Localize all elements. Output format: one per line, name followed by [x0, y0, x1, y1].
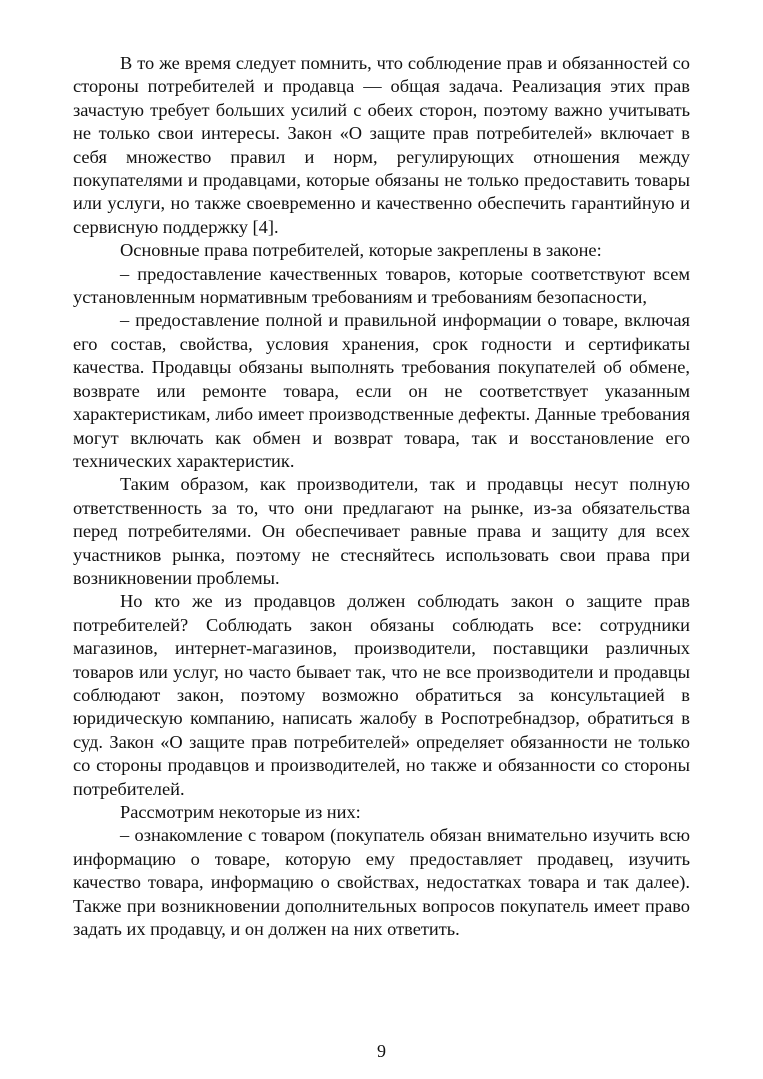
list-item-quality-goods: – предоставление качественных товаров, которые соответствуют всем установленным нормативным требованиям и требованиям безопасности, [73, 263, 690, 308]
page-number: 9 [377, 1041, 386, 1061]
paragraph-rights-obligations: В то же время следует помнить, что соблюдение прав и обязанностей со стороны потребителей и продавца — общая задача. Реализация этих прав зачастую требует больших усилий с обеих сторон, поэтому важно учитывать не только свои интересы. Закон «О защите прав потребителей» включает в себя множество правил и норм, регулирующих отношения между покупателями и продавцами, которые обязаны не только предоставить товары или услуги, но также своевременно и качественно обеспечить гарантийную и сервисную поддержку [4]. [73, 53, 690, 237]
list-item-full-information: – предоставление полной и правильной информации о товаре, включая его состав, свойства, условия хранения, срок годности и сертификаты качества. Продавцы обязаны выполнять требования покупателей об обмене, возврате или ремонте товара, если он не соответствует указанным характеристикам, либо имеет производственные дефекты. Данные требования могут включать как обмен и возврат товара, так и восстановление его технических характеристик. [73, 310, 690, 471]
paragraph-basic-rights-intro: Основные права потребителей, которые закреплены в законе: [120, 240, 602, 261]
list-item-product-familiarization: – ознакомление с товаром (покупатель обязан внимательно изучить всю информацию о товаре, которую ему предоставляет продавец, изучить качество товара, информацию о свойствах, недостатках товара и так далее). Также при возникновении дополнительных вопросов покупатель имеет право задать их продавцу, и он должен на них ответить. [73, 825, 690, 940]
paragraph-who-must-comply: Но кто же из продавцов должен соблюдать закон о защите прав потребителей? Соблюдать закон обязаны соблюдать все: сотрудники магазинов, интернет-магазинов, производители, поставщики различных товаров или услуг, но часто бывает так, что не все производители и продавцы соблюдают закон, поэтому возможно обратиться за консультацией в юридическую компанию, написать жалобу в Роспотребнадзор, обратиться в суд. Закон «О защите прав потребителей» определяет обязанности не только со стороны продавцов и производителей, но также и обязанности со стороны потребителей. [73, 591, 690, 799]
document-body [73, 52, 690, 941]
paragraph-responsibility: Таким образом, как производители, так и продавцы несут полную ответственность за то, что они предлагают на рынке, из-за обязательства перед потребителями. Он обеспечивает равные права и защиту для всех участников рынка, поэтому не стесняйтесь использовать свои права при возникновении проблемы. [73, 474, 690, 588]
paragraph-consider-some: Рассмотрим некоторые из них: [120, 802, 361, 822]
